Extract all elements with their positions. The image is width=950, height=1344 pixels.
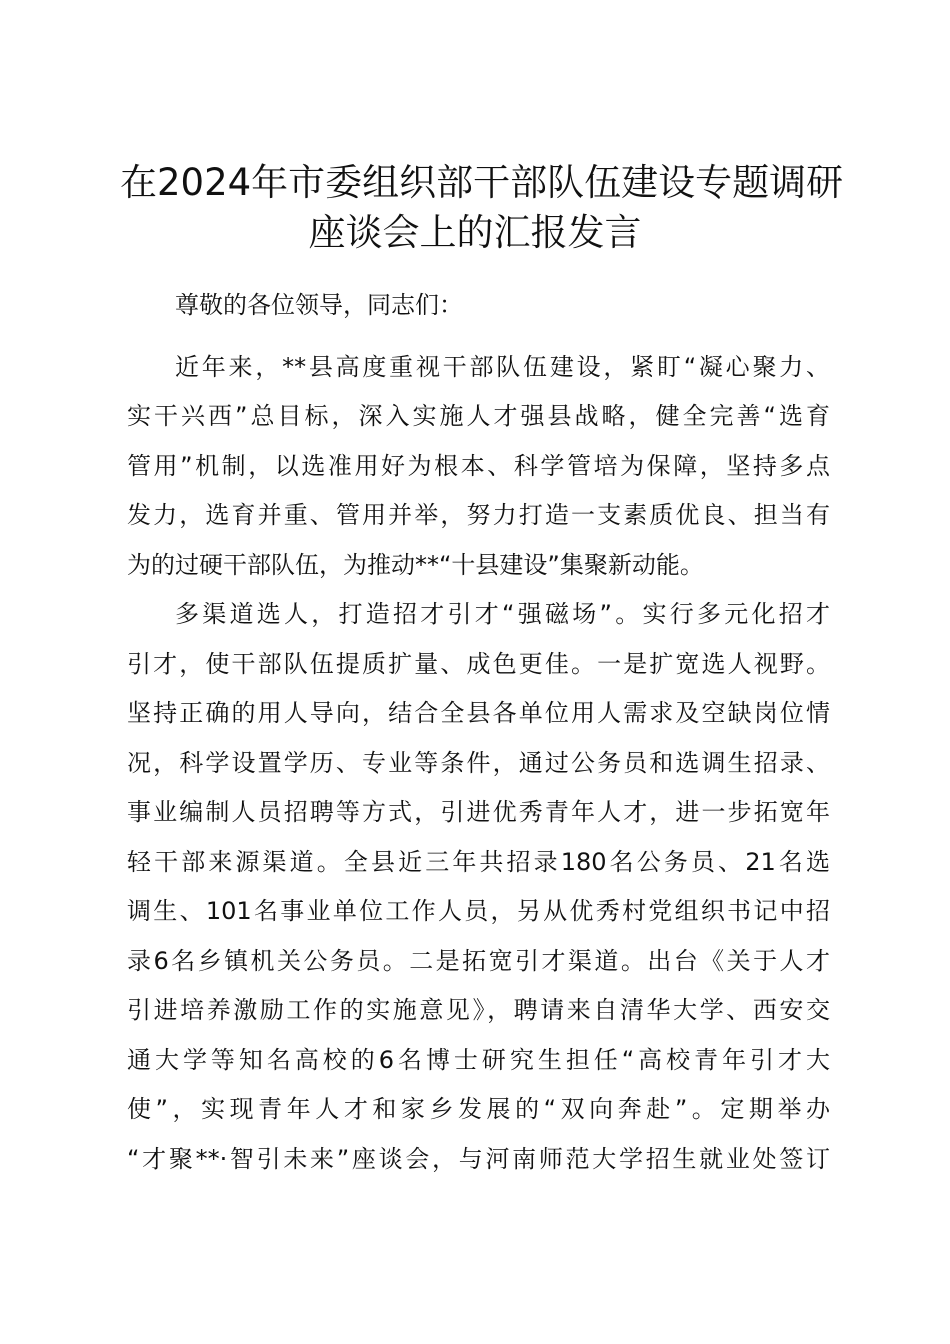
paragraph-line: 况，科学设置学历、专业等条件，通过公务员和选调生招录、	[127, 748, 830, 777]
paragraph-line: 坚持正确的用人导向，结合全县各单位用人需求及空缺岗位情	[127, 699, 830, 727]
document-body	[127, 281, 830, 1184]
paragraph-line: 管用”机制，以选准用好为根本、科学管培为保障，坚持多点	[127, 451, 830, 480]
paragraph-line: 事业编制人员招聘等方式，引进优秀青年人才，进一步拓宽年	[127, 798, 830, 826]
paragraph-line: 录6名乡镇机关公务员。二是拓宽引才渠道。出台《关于人才	[127, 946, 830, 975]
paragraph-line: 为的过硬干部队伍，为推动**“十县建设”集聚新动能。	[127, 550, 704, 579]
title-line-1: 在2024年市委组织部干部队伍建设专题调研	[120, 161, 844, 204]
paragraph-line: 多渠道选人，打造招才引才“强磁场”。实行多元化招才	[175, 600, 830, 628]
paragraph-2	[127, 590, 830, 1184]
greeting: 尊敬的各位领导，同志们：	[175, 291, 463, 319]
title-line-2: 座谈会上的汇报发言	[308, 211, 642, 254]
paragraph-line: 轻干部来源渠道。全县近三年共招录180名公务员、21名选	[127, 847, 830, 876]
paragraph-line: “才聚**·智引未来”座谈会，与河南师范大学招生就业处签订	[127, 1144, 830, 1173]
paragraph-1	[127, 343, 830, 591]
paragraph-line: 实干兴西”总目标，深入实施人才强县战略，健全完善“选育	[127, 402, 830, 430]
paragraph-line: 使”，实现青年人才和家乡发展的“双向奔赴”。定期举办	[127, 1095, 830, 1123]
paragraph-line: 引进培养激励工作的实施意见》，聘请来自清华大学、西安交	[127, 996, 830, 1024]
paragraph-line: 引才，使干部队伍提质扩量、成色更佳。一是扩宽选人视野。	[127, 649, 830, 678]
paragraph-line: 发力，选育并重、管用并举，努力打造一支素质优良、担当有	[127, 501, 830, 529]
paragraph-line: 近年来，**县高度重视干部队伍建设，紧盯“凝心聚力、	[175, 352, 830, 381]
paragraph-line: 调生、101名事业单位工作人员，另从优秀村党组织书记中招	[127, 897, 830, 925]
paragraph-line: 通大学等知名高校的6名博士研究生担任“高校青年引才大	[127, 1045, 830, 1074]
document-title	[120, 158, 844, 258]
